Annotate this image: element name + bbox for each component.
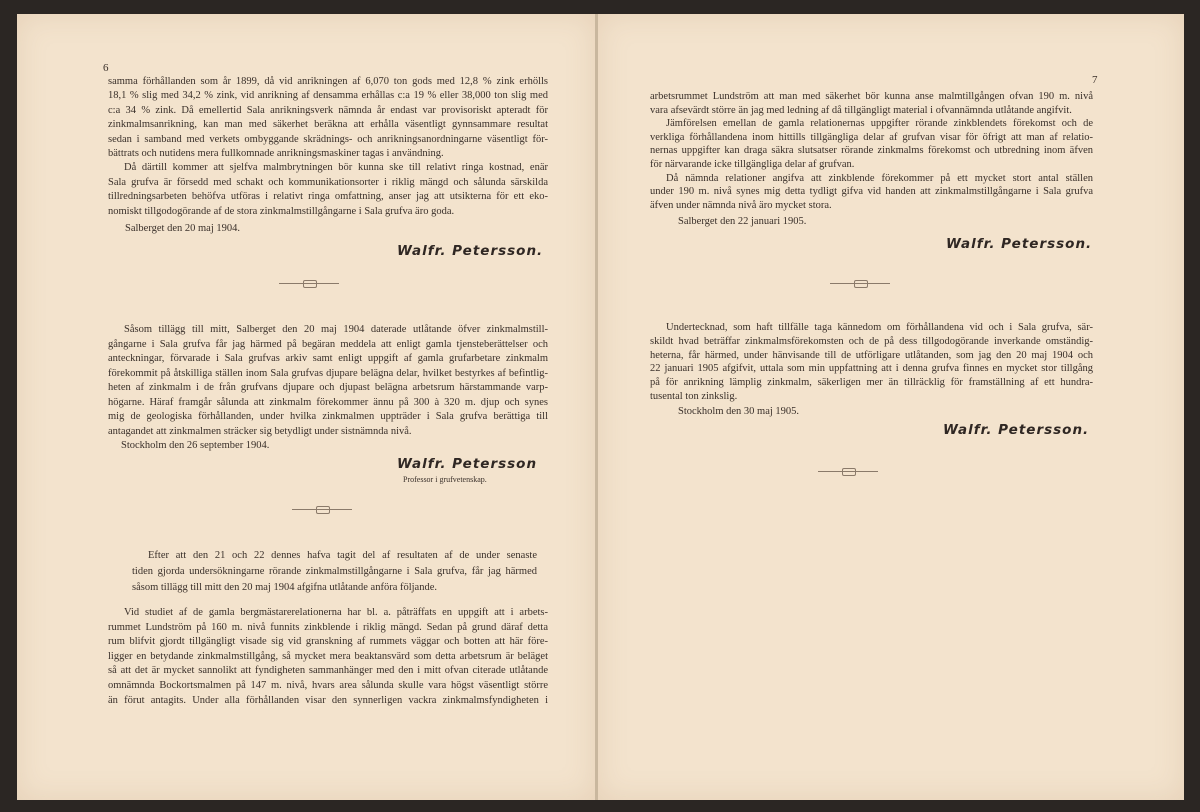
left-section1-date: Salberget den 20 maj 1904. [125,223,240,234]
text-line: Jämförelsen emellan de gamla relationernas uppgifter rörande zinkblendets förekomst och de [666,118,1093,130]
left-section2-text [108,323,548,439]
left-section2-signature: Walfr. Petersson [397,456,538,472]
text-line: så att det är mycket sannolikt att fyndigheten sammanhänger med den i mitt ofvan citerade utlåtande [108,665,548,677]
text-line: antagandet att zinkmalmen sträcker sig betydligt under sistnämnda nivå. [108,425,412,437]
text-line: nomiskt tillgodogörande af de stora zinkmalmstillgångarne i Sala grufva äro goda. [108,205,455,217]
left-section1-text [108,75,548,219]
text-line: bättrats och nutidens mera fullkomnade anrikningsmaskiner tagas i användning. [108,148,444,160]
text-line: heterna, får härmed, under hänvisande till de utförligare utlåtanden, som jag den 20 maj 1904 och [650,349,1093,361]
text-line: heten af zinkmalm i de från grufvans djupare och djupast belägna arbetsrum härstammande varp- [108,382,548,393]
text-line: Då nämnda relationer angifva att zinkblende förekommer på ett mycket stort antal ställen [666,172,1093,184]
text-line: arbetsrummet Lundström att man med säkerhet bör kunna anse malmtillgången ofvan 190 m. nivå [650,91,1093,102]
text-line: tiden gjorda undersökningarne rörande zinkmalmstillgångarne i Sala grufva, får jag härmed [132,566,537,577]
ornament-divider [292,506,352,512]
left-section1-signature: Walfr. Petersson. [397,243,544,259]
page-number: 6 [103,62,109,74]
text-line: under 190 m. nivå synes mig detta tydligt gifva vid handen att zinkmalmstillgångarne i Sala grufva [650,186,1093,198]
text-line: Såsom tillägg till mitt, Salberget den 20 maj 1904 daterade utlåtande öfver zinkmalmstill- [124,324,548,335]
left-section3-text [108,606,548,708]
left-section2-date: Stockholm den 26 september 1904. [121,440,270,451]
text-line: mig de geologiska förhållanden, under hvilka zinkmalmen uppträder i Sala grufva berättiga till [108,411,548,422]
page-number: 7 [1092,74,1098,86]
left-section2-signature-title: Professor i grufvetenskap. [403,475,487,484]
text-line: på för anrikning lämplig zinkmalm, säkerligen mer än tillräcklig för framställning af ett hundra- [650,377,1093,389]
text-line: sedan i samband med verkets ombyggande skrädnings- och anrikningsanordningarne väsentligt för- [108,133,548,145]
text-line: c:a 34 % zink. Då emellertid Sala anrikningsverk nämnda år endast var provisoriskt apteradt för [108,104,548,116]
text-line: nernas uppgifter kan draga säkra slutsatser rörande zinkmalms förekomst och utbredning inom äfven [650,145,1093,157]
text-line: skildt hvad beträffar zinkmalmsförekomsten och de på dess tillgodogörande inverkande omständig- [650,335,1093,347]
text-line: tillredningsarbeten behöfva utföras i relativt ringa omfattning, anser jag att utsikterna för ett eko- [108,191,548,203]
right-section1-text [650,90,1093,212]
text-line: än förut antagits. Under alla förhållanden visar den synnerligen vackra zinkmalmsfyndigheten i [108,694,548,706]
text-line: Efter att den 21 och 22 dennes hafva tagit del af resultaten af de under senaste [148,550,537,561]
text-line: ligger en betydande zinkmalmstillgång, så mycket mera beaktansvärd som detta arbetsrum är beläget [108,650,548,662]
ornament-divider [279,280,339,286]
ornament-divider [818,468,878,474]
text-line: anteckningar, förvarade i Sala grufvas arkiv samt enligt uppgift af gamla grufarbetare zinkmalm [108,353,548,364]
ornament-divider [830,280,890,286]
text-line: omnämnda Bockortsmalmen på 147 m. nivå, hvars area sålunda skulle vara högst väsentligt större [108,679,548,691]
text-line: högarne. Häraf framgår sålunda att zinkmalm förekommer ännu på 300 à 320 m. djup och synes [108,396,548,408]
right-section1-signature: Walfr. Petersson. [946,236,1093,252]
text-line: gångarne i Sala grufva får jag härmed på begäran meddela att enligt gamla tjensteberättelser och [108,338,548,350]
text-line: verkliga förhållandena inom hittills tillgängliga delar af grufvan visar för öfrigt att man af relatio- [650,131,1093,143]
text-line: rum blifvit gjordt tillgängligt visade sig vid granskning af rummets väggar och botten att här före- [108,636,548,648]
text-line: 22 januari 1905 afgifvit, uttala som min uppfattning att i denna grufva finnes en mycket stor tillgång [650,363,1093,375]
text-line: Sala grufva är försedd med schakt och kommunikationsorter i riklig mängd och sålunda särskilda [108,176,548,188]
text-line: rummet Lundström på 160 m. nivå funnits zinkblende i riklig mängd. Sedan på grund däraf detta [108,621,548,633]
right-section2-date: Stockholm den 30 maj 1905. [678,406,800,417]
text-line: förekommit på åtskilliga ställen inom Sala grufvas djupare belägna delar, hvilket bestyrkes af befintlig- [108,367,548,379]
text-line: äfven under nämnda nivå äro mycket stora. [650,199,832,211]
text-line: samma förhållanden som år 1899, då vid anrikningen af 6,070 ton gods med 12,8 % zink erhölls [108,76,548,87]
text-line: för närvarande icke tillgängliga delar af grufvan. [650,158,855,170]
text-line: zinkmalmsanrikning, kan man med säkerhet beräkna att erhålla väsentligt gynnsammare resultat [108,119,548,131]
text-line: tusental ton zinkslig. [650,390,738,402]
left-page [17,14,595,800]
text-line: såsom tillägg till mitt den 20 maj 1904 afgifna utlåtande anföra följande. [132,582,438,593]
right-page [598,14,1184,800]
text-line: Då därtill kommer att sjelfva malmbrytningen bör kunna ske till relativt ringa kostnad, enär [124,162,548,174]
text-line: 18,1 % slig med 34,2 % zink, vid anrikning af densamma erhållas c:a 19 % eller 38,000 ton slig med [108,90,548,102]
right-section1-date: Salberget den 22 januari 1905. [678,216,807,227]
right-section2-text [650,321,1093,404]
text-line: vara afsevärdt större än jag med ledning af då tillgängligt material i ofvannämnda utlåtande angifvit. [650,104,1072,116]
left-section3-intro [132,548,537,596]
text-line: Vid studiet af de gamla bergmästarerelationerna har bl. a. påträffats en uppgift att i arbets- [124,607,548,618]
text-line: Undertecknad, som haft tillfälle taga kännedom om förhållandena vid och i Sala grufva, sär- [666,322,1093,333]
right-section2-signature: Walfr. Petersson. [943,422,1090,438]
